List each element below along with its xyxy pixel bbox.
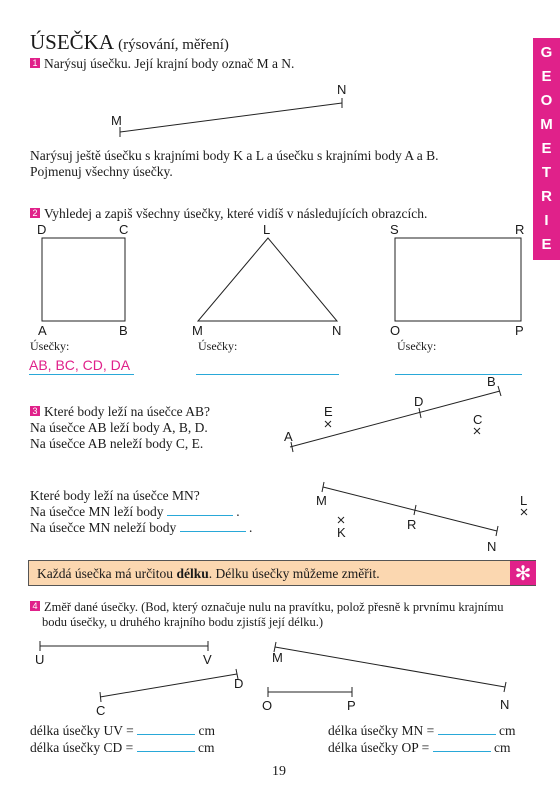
ex3-q1: Které body leží na úsečce AB? bbox=[44, 404, 211, 419]
star-icon: ✻ bbox=[510, 561, 536, 585]
vertex-d: D bbox=[37, 222, 47, 237]
ex2-text: Vyhledej a zapiš všechny úsečky, které vidíš v následujících obrazcích. bbox=[44, 206, 428, 221]
vertex-p: P bbox=[515, 323, 524, 338]
pt-m4: M bbox=[272, 650, 283, 665]
segment-mn-ex1 bbox=[120, 103, 342, 132]
info-text-post: . Délku úsečky můžeme změřit. bbox=[208, 566, 380, 581]
pt-d4: D bbox=[234, 676, 244, 691]
pt-m: M bbox=[316, 493, 327, 508]
pt-u: U bbox=[35, 652, 45, 667]
ex4-row-uv bbox=[30, 723, 215, 739]
ex3-q2-a: Na úsečce MN leží body bbox=[30, 504, 164, 519]
answer-square: AB, BC, CD, DA bbox=[29, 357, 131, 373]
pt-c4: C bbox=[96, 703, 106, 718]
ex3-block-2: Které body leží na úsečce MN? Na úsečce MN leží body . Na úsečce MN neleží body . bbox=[30, 488, 253, 535]
row-label: délka úsečky CD = bbox=[30, 740, 134, 755]
side-letter: I bbox=[544, 212, 549, 229]
vertex-m: M bbox=[192, 323, 203, 338]
title-sub: (rýsování, měření) bbox=[118, 37, 229, 53]
row-label: délka úsečky MN = bbox=[328, 723, 435, 738]
info-text bbox=[37, 566, 380, 582]
segment-ab bbox=[290, 391, 500, 447]
vertex-s: S bbox=[390, 222, 399, 237]
side-letter: M bbox=[540, 116, 553, 133]
vertex-a: A bbox=[38, 323, 47, 338]
ex3-q1-a: Na úsečce AB leží body A, B, D. bbox=[30, 420, 208, 435]
pt-e: E bbox=[324, 404, 333, 419]
vertex-n: N bbox=[332, 323, 342, 338]
answer-uv[interactable] bbox=[137, 734, 195, 735]
page-number: 19 bbox=[272, 764, 286, 779]
side-letter: R bbox=[541, 188, 552, 205]
side-letter: E bbox=[541, 140, 552, 157]
vertex-c: C bbox=[119, 222, 129, 237]
ex4-instruction bbox=[30, 600, 503, 630]
ex2-instruction bbox=[30, 206, 427, 222]
ex3-q2-b: Na úsečce MN neleží body bbox=[30, 520, 177, 535]
side-letter: T bbox=[541, 164, 552, 181]
ex1-text2-line2: Pojmenuj všechny úsečky. bbox=[30, 164, 173, 179]
answer-line-mn-off[interactable] bbox=[180, 531, 246, 532]
pt-a: A bbox=[284, 429, 293, 444]
triangle-figure bbox=[198, 238, 337, 321]
ex2-number: 2 bbox=[30, 208, 40, 218]
row-unit: cm bbox=[498, 723, 516, 738]
answer-cd[interactable] bbox=[137, 751, 195, 752]
ex4-number: 4 bbox=[30, 601, 40, 611]
row-label: délka úsečky UV = bbox=[30, 723, 134, 738]
cross-l bbox=[521, 509, 527, 515]
vertex-b: B bbox=[119, 323, 128, 338]
answer-line-mn-on[interactable] bbox=[167, 515, 233, 516]
cross-e bbox=[325, 421, 331, 427]
ex3-q1-b: Na úsečce AB neleží body C, E. bbox=[30, 436, 204, 451]
segments-label-2: Úsečky: bbox=[198, 339, 238, 353]
ex4-text-1: Změř dané úsečky. (Bod, který označuje nulu na pravítku, polož přesně k prvnímu krajnímu bbox=[44, 600, 504, 614]
answer-line-2[interactable] bbox=[196, 374, 339, 375]
ex4-row-op bbox=[328, 740, 510, 756]
pt-n: N bbox=[487, 539, 497, 554]
ex1-number: 1 bbox=[30, 58, 40, 68]
answer-mn[interactable] bbox=[438, 734, 496, 735]
point-m-label: M bbox=[111, 113, 122, 128]
ex3-number: 3 bbox=[30, 406, 40, 416]
side-letter: E bbox=[541, 236, 552, 253]
info-text-bold: délku bbox=[176, 566, 209, 581]
cross-c bbox=[474, 428, 480, 434]
info-text-pre: Každá úsečka má určitou bbox=[37, 566, 177, 581]
row-unit: cm bbox=[197, 740, 215, 755]
answer-line-1 bbox=[29, 374, 134, 375]
cross-k bbox=[338, 517, 344, 523]
pt-v: V bbox=[203, 652, 212, 667]
segments-label-1: Úsečky: bbox=[30, 339, 70, 353]
segment-cd bbox=[100, 674, 237, 697]
vertex-o: O bbox=[390, 323, 401, 338]
pt-b: B bbox=[487, 374, 496, 389]
ex4-text-2: bodu úsečky, u druhého krajního bodu zjistíš její délku.) bbox=[42, 615, 324, 629]
segment-mn-ex4 bbox=[275, 647, 505, 687]
pt-d: D bbox=[414, 394, 424, 409]
ex1-text2-line1: Narýsuj ještě úsečku s krajními body K a L a úsečku s krajními body A a B. bbox=[30, 148, 439, 163]
answer-op[interactable] bbox=[433, 751, 491, 752]
ex4-row-mn bbox=[328, 723, 515, 739]
ex3-q2: Které body leží na úsečce MN? bbox=[30, 488, 200, 503]
title-main: ÚSEČKA bbox=[30, 30, 113, 54]
tick bbox=[100, 692, 101, 702]
square-figure bbox=[42, 238, 125, 321]
pt-n4: N bbox=[500, 697, 510, 712]
row-unit: cm bbox=[493, 740, 511, 755]
info-box bbox=[28, 560, 536, 586]
pt-o: O bbox=[262, 698, 273, 713]
point-n-label: N bbox=[337, 82, 347, 97]
vertex-r: R bbox=[515, 222, 525, 237]
pt-p: P bbox=[347, 698, 356, 713]
ex1-text: Narýsuj úsečku. Její krajní body označ M a N. bbox=[44, 56, 295, 71]
pt-r: R bbox=[407, 517, 417, 532]
pt-c: C bbox=[473, 412, 483, 427]
vertex-l: L bbox=[263, 222, 271, 237]
pt-l: L bbox=[520, 493, 528, 508]
side-letter: O bbox=[540, 92, 553, 109]
side-letter: E bbox=[541, 68, 552, 85]
pt-k: K bbox=[337, 525, 346, 540]
answer-line-3[interactable] bbox=[395, 374, 522, 375]
ex3-block-1 bbox=[30, 404, 210, 452]
segments-label-3: Úsečky: bbox=[397, 339, 437, 353]
ex4-row-cd bbox=[30, 740, 214, 756]
side-letter: G bbox=[540, 44, 553, 61]
row-label: délka úsečky OP = bbox=[328, 740, 430, 755]
rect-figure bbox=[395, 238, 521, 321]
row-unit: cm bbox=[198, 723, 215, 738]
